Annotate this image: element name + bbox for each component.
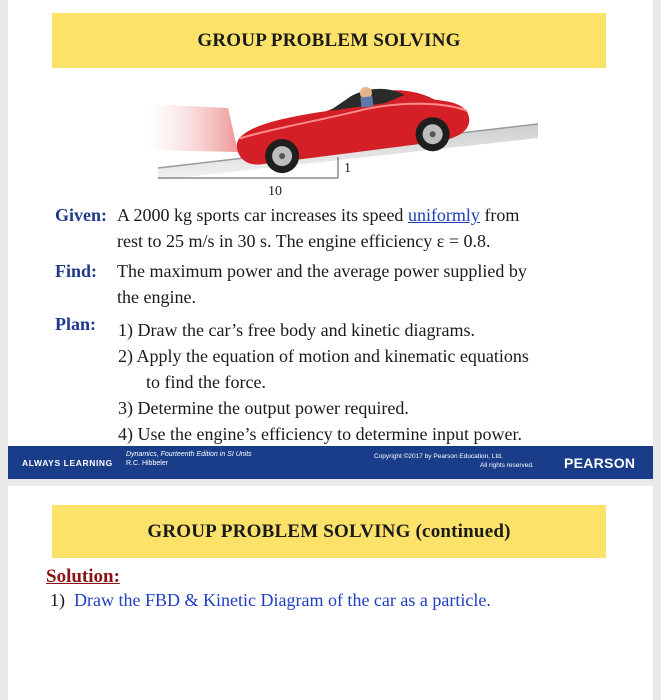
plan-step-1: 1) Draw the car’s free body and kinetic diagrams.	[118, 320, 476, 340]
slide-title: GROUP PROBLEM SOLVING	[52, 13, 606, 68]
given-label: Given:	[55, 205, 107, 225]
find-line-2: the engine.	[117, 287, 196, 307]
solution-label: Solution:	[46, 566, 120, 587]
solution-step-text: Draw the FBD & Kinetic Diagram of the car as a particle.	[74, 590, 491, 610]
car-on-incline-figure	[118, 72, 538, 202]
slide-footer	[8, 446, 653, 479]
plan-label: Plan:	[55, 314, 97, 334]
rights-text: All rights reserved.	[480, 462, 534, 469]
pearson-logo: PEARSON	[564, 455, 636, 471]
solution-step-1	[50, 590, 491, 611]
copyright-text: Copyright ©2017 by Pearson Education, Ltd.	[374, 453, 503, 460]
always-learning-text: ALWAYS LEARNING	[22, 458, 113, 468]
plan-step-4: 4) Use the engine’s efficiency to determine input power.	[118, 424, 523, 444]
solution-step-number: 1)	[50, 590, 65, 610]
book-author: R.C. Hibbeler	[126, 460, 169, 467]
uniformly-link[interactable]: uniformly	[407, 205, 480, 225]
find-label: Find:	[55, 261, 98, 281]
plan-step-2b: to find the force.	[146, 372, 266, 392]
find-line-1: The maximum power and the average power supplied by	[117, 261, 527, 281]
plan-step-3: 3) Determine the output power required.	[118, 398, 409, 418]
book-title: Dynamics, Fourteenth Edition in SI Units	[126, 451, 252, 458]
slide-title-continued: GROUP PROBLEM SOLVING (continued)	[52, 505, 606, 558]
motion-blur	[148, 104, 238, 152]
given-line-1	[117, 203, 519, 228]
plan-step-2a: 2) Apply the equation of motion and kinematic equations	[118, 346, 529, 366]
car-icon	[232, 77, 473, 178]
given-line-2: rest to 25 m/s in 30 s. The engine efficiency ε = 0.8.	[117, 231, 491, 251]
given-line-1a: A 2000 kg sports car increases its speed	[117, 205, 408, 225]
given-line-1b: from	[479, 205, 520, 225]
slide-2	[8, 486, 653, 700]
dim-label-1: 1	[344, 161, 351, 176]
slide-1	[8, 0, 653, 479]
dim-label-10: 10	[268, 184, 282, 199]
